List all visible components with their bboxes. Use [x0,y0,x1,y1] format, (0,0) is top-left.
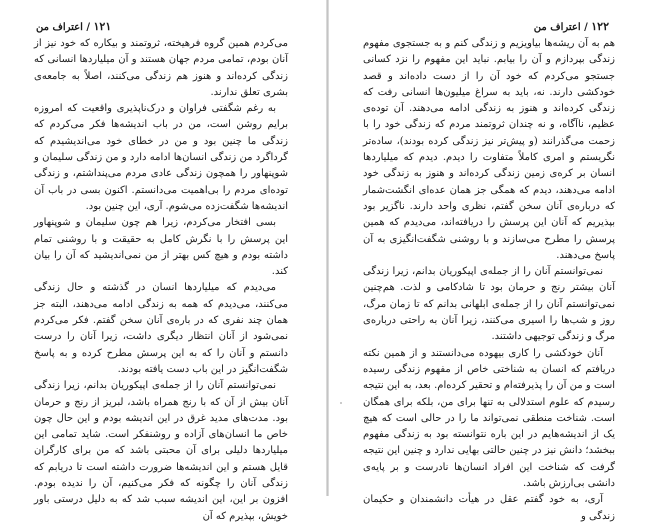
paragraph: آنان خودکشی را کاری بیهوده می‌دانستند و از همین نکته دریافتم که انسان به شناختی خاص از مفهوم زندگی رسیده است و من آن را پذیرفته‌ام و تحقیر کرده‌ام. بعد، به این نتیجه رسیدم که علوم استدلالی به تنها برای من، بلکه برای همگان است. شناخت منطقی نمی‌تواند ما را در حالی است که هیچ یک از اندیشه‌هایم در این باره نتوانسته بود به زندگی مفهوم ببخشد؛ دانش نیز در چنین حالتی بهایی ندارد و چنین این نتیجه گرفت که شناخت این افراد انسان‌ها نادرست و بر پایه‌ی دانشی بی‌ارزش باشد. [363,347,615,490]
paragraph: آری، به خود گفتم عقل در هیأت دانشمندان و حکیمان زندگی و [363,494,615,522]
paragraph: بسی افتخار می‌کردم، زیرا هم چون سلیمان و شوپنهاور این پرسش را با نگرش کامل به حقیقت و با روشنی تمام داشته بودم و هیچ کس بهتر از من نمی‌اندیشید که آن را بیان کند. [34,217,288,278]
paragraph: نمی‌توانستم آنان را از جمله‌ی اپیکوریان بدانم، زیرا زندگی آنان بیشتر رنج و حرمان بود تا شادکامی و لذت. هم‌چنین نمی‌توانستم آنان را از جمله‌ی ابلهانی بدانم که تا زمان مرگ، روز و شب‌ها را اسیری می‌کنند، زیرا آنان به راحتی درباره‌ی مرگ و زندگی توجیهی داشتند. [363,266,615,343]
running-title: اعتراف من [533,22,581,33]
page-header [36,20,287,36]
paragraph: می‌دیدم که میلیاردها انسان در گذشته و حال زندگی می‌کنند، می‌دیدم که همه به زندگی ادامه می‌دهند، البته جز همان چند نفری که در باره‌ی آنان سخن گفتم. فکر می‌کردم نمی‌شود از آنان انتظار دیگری داشت، زیرا آنان را درست دانستم و آنان را که به این پرسش مطرح کرده و به پاسخ شگفت‌انگیز در این باب دست یافته بودند. [34,282,288,375]
running-title: اعتراف من [36,22,83,33]
page-header [359,20,609,36]
header-separator: / [86,22,91,33]
scan-dot [340,402,342,404]
paragraph: می‌کردم همین گروه فرهیخته، ثروتمند و بیکاره که خود نیز از آنان بودم، تمامی مردم جهان هستند و آن میلیاردها انسانی که زندگی کرده‌اند و هنوز هم زندگی می‌کنند، اصلاً به جامعه‌ی بشری تعلق ندارند. [34,38,288,98]
page-number: ۱۲۲ [591,20,609,33]
page-body [363,36,615,525]
page-number: ۱۲۱ [93,20,112,33]
header-separator: / [584,22,588,33]
page-body [34,36,288,525]
right-page [329,0,651,522]
paragraph: به رغم شگفتی فراوان و درک‌ناپذیری واقعیت که امروزه برایم روشن است، من در باب اندیشه‌ها فکر می‌کردم که زندگی ما چنین بود و من در خطای خود می‌اندیشیدم که گرداگرد من زندگی انسان‌ها ادامه دارد و من زندگی سلیمان و شوپنهاور را همچون زندگی عادی مردم می‌پنداشتم، و زندگی توده‌ای مردم را بی‌اهمیت می‌دانستم. اکنون بسی در باب آن اندیشه‌ها شگفت‌زده می‌شوم. آری، این چنین بود. [34,103,288,212]
paragraph: نمی‌توانستم آنان را از جمله‌ی اپیکوریان بدانم، زیرا زندگی آنان بیش از آن که با رنج همراه باشد، لبریز از رنج و حرمان بود. مدت‌های مدید غرق در این اندیشه بودم و این حال چون خاص ما انسان‌های آزاده و روشنفکر است. شاید تمامی این میلیاردها دلیلی برای آن محبتی باشد که من برای کارگران قایل هستم و این اندیشه‌ها ضرورت داشته است تا دریابم که زندگی آنان را چگونه که فکر می‌کنیم، آن را ندیده بودم. افزون بر این، این اندیشه سبب شد که به دلیل درستی باور خویش، بپذیرم که آن [34,380,288,522]
paragraph: هم به آن ریشه‌ها بیاویزیم و زندگی کنم و به جستجوی مفهوم زندگی بپردازم و آن را بیابم. نباید این مفهوم را نزد کسانی جستجو می‌کردم که خود آن را از دست داده‌اند و قصد خودکشی دارند. نه، باید به سراغ میلیون‌ها انسانی رفت که زندگی کرده‌اند و هنوز به زندگی ادامه می‌دهند. آن توده‌ی عظیم، ناآگاه، و نه چندان ثروتمند مردم که زندگی خود را با زحمت می‌گذرانند (و پیش‌تر نیز زندگی کرده بودند)، ساده‌تر نگریستم و امری کاملاً متفاوت را دیدم. دیدم که میلیاردها انسان بر کره‌ی زمین زندگی کرده‌اند و هنوز به زندگی خود ادامه می‌دهند، دیدم که همگی جز همان عده‌ای انگشت‌شمار که درباره‌ی آنان سخن گفتم، نظری واحد دارند. ناگزیر بود بپذیریم که آنان این پرسش را دریافته‌اند، می‌دیدم که همین پرسش را مطرح می‌سازند و با روشنی شگفت‌انگیزی به آن پاسخ می‌دهند. [363,38,615,261]
